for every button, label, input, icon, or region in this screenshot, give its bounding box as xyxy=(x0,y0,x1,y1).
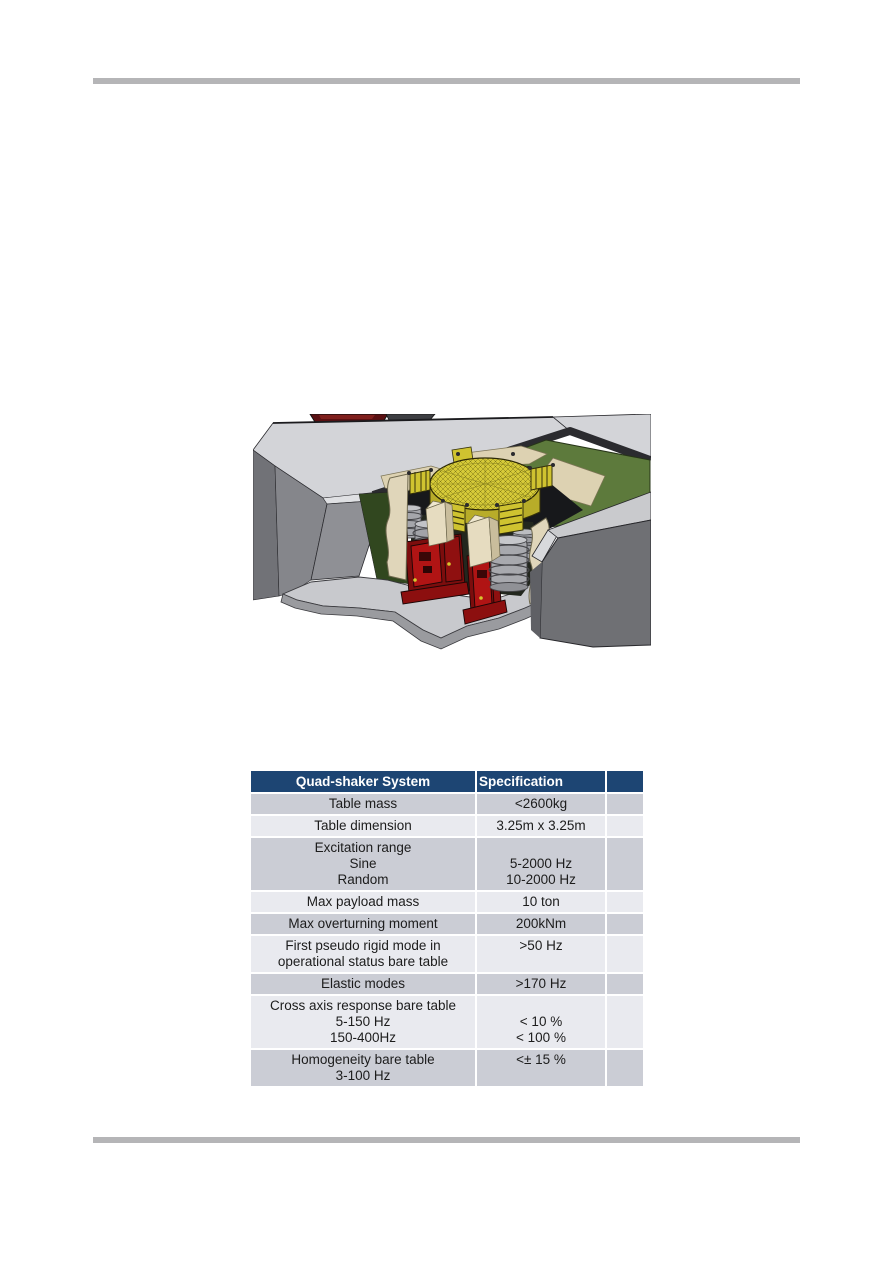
spec-row xyxy=(251,892,643,912)
spec-cell-empty xyxy=(607,936,643,972)
spec-row xyxy=(251,816,643,836)
shaker-cutaway-illustration xyxy=(253,414,651,651)
spec-table xyxy=(249,769,645,1088)
spec-cell-empty xyxy=(607,974,643,994)
spec-row xyxy=(251,974,643,994)
header-rule xyxy=(93,78,800,84)
spec-row xyxy=(251,996,643,1048)
footer-rule xyxy=(93,1137,800,1143)
spec-cell-label: Excitation range Sine Random xyxy=(251,838,475,890)
spec-cell-label: Cross axis response bare table 5-150 Hz 150-400Hz xyxy=(251,996,475,1048)
spec-cell-value: >170 Hz xyxy=(477,974,605,994)
spec-cell-value: <± 15 % xyxy=(477,1050,605,1086)
spec-cell-empty xyxy=(607,1050,643,1086)
guide-bearing-left-wall xyxy=(386,474,408,580)
spec-cell-empty xyxy=(607,996,643,1048)
spec-table-body xyxy=(251,794,643,1086)
spec-cell-empty xyxy=(607,892,643,912)
spec-table-header-specification: Specification xyxy=(477,771,605,792)
spec-table-header-system: Quad-shaker System xyxy=(251,771,475,792)
spec-row xyxy=(251,794,643,814)
spec-row xyxy=(251,1050,643,1086)
spec-row xyxy=(251,838,643,890)
spec-cell-label: Homogeneity bare table 3-100 Hz xyxy=(251,1050,475,1086)
spec-cell-value: >50 Hz xyxy=(477,936,605,972)
spec-cell-label: Max payload mass xyxy=(251,892,475,912)
spec-cell-label: Table mass xyxy=(251,794,475,814)
shaker-cutaway-figure xyxy=(253,414,651,651)
spec-cell-value: 5-2000 Hz 10-2000 Hz xyxy=(477,838,605,890)
spec-cell-label: Elastic modes xyxy=(251,974,475,994)
spec-cell-value: <2600kg xyxy=(477,794,605,814)
spec-cell-value: < 10 % < 100 % xyxy=(477,996,605,1048)
spec-cell-empty xyxy=(607,838,643,890)
spec-cell-label: Max overturning moment xyxy=(251,914,475,934)
spec-cell-empty xyxy=(607,794,643,814)
spec-cell-value: 10 ton xyxy=(477,892,605,912)
spec-cell-value: 3.25m x 3.25m xyxy=(477,816,605,836)
spec-cell-empty xyxy=(607,816,643,836)
spec-row xyxy=(251,936,643,972)
spec-cell-label: Table dimension xyxy=(251,816,475,836)
spec-table-header-row xyxy=(251,771,643,792)
spec-cell-label: First pseudo rigid mode in operational status bare table xyxy=(251,936,475,972)
spec-cell-empty xyxy=(607,914,643,934)
spec-table-header-empty xyxy=(607,771,643,792)
spec-row xyxy=(251,914,643,934)
spec-cell-value: 200kNm xyxy=(477,914,605,934)
